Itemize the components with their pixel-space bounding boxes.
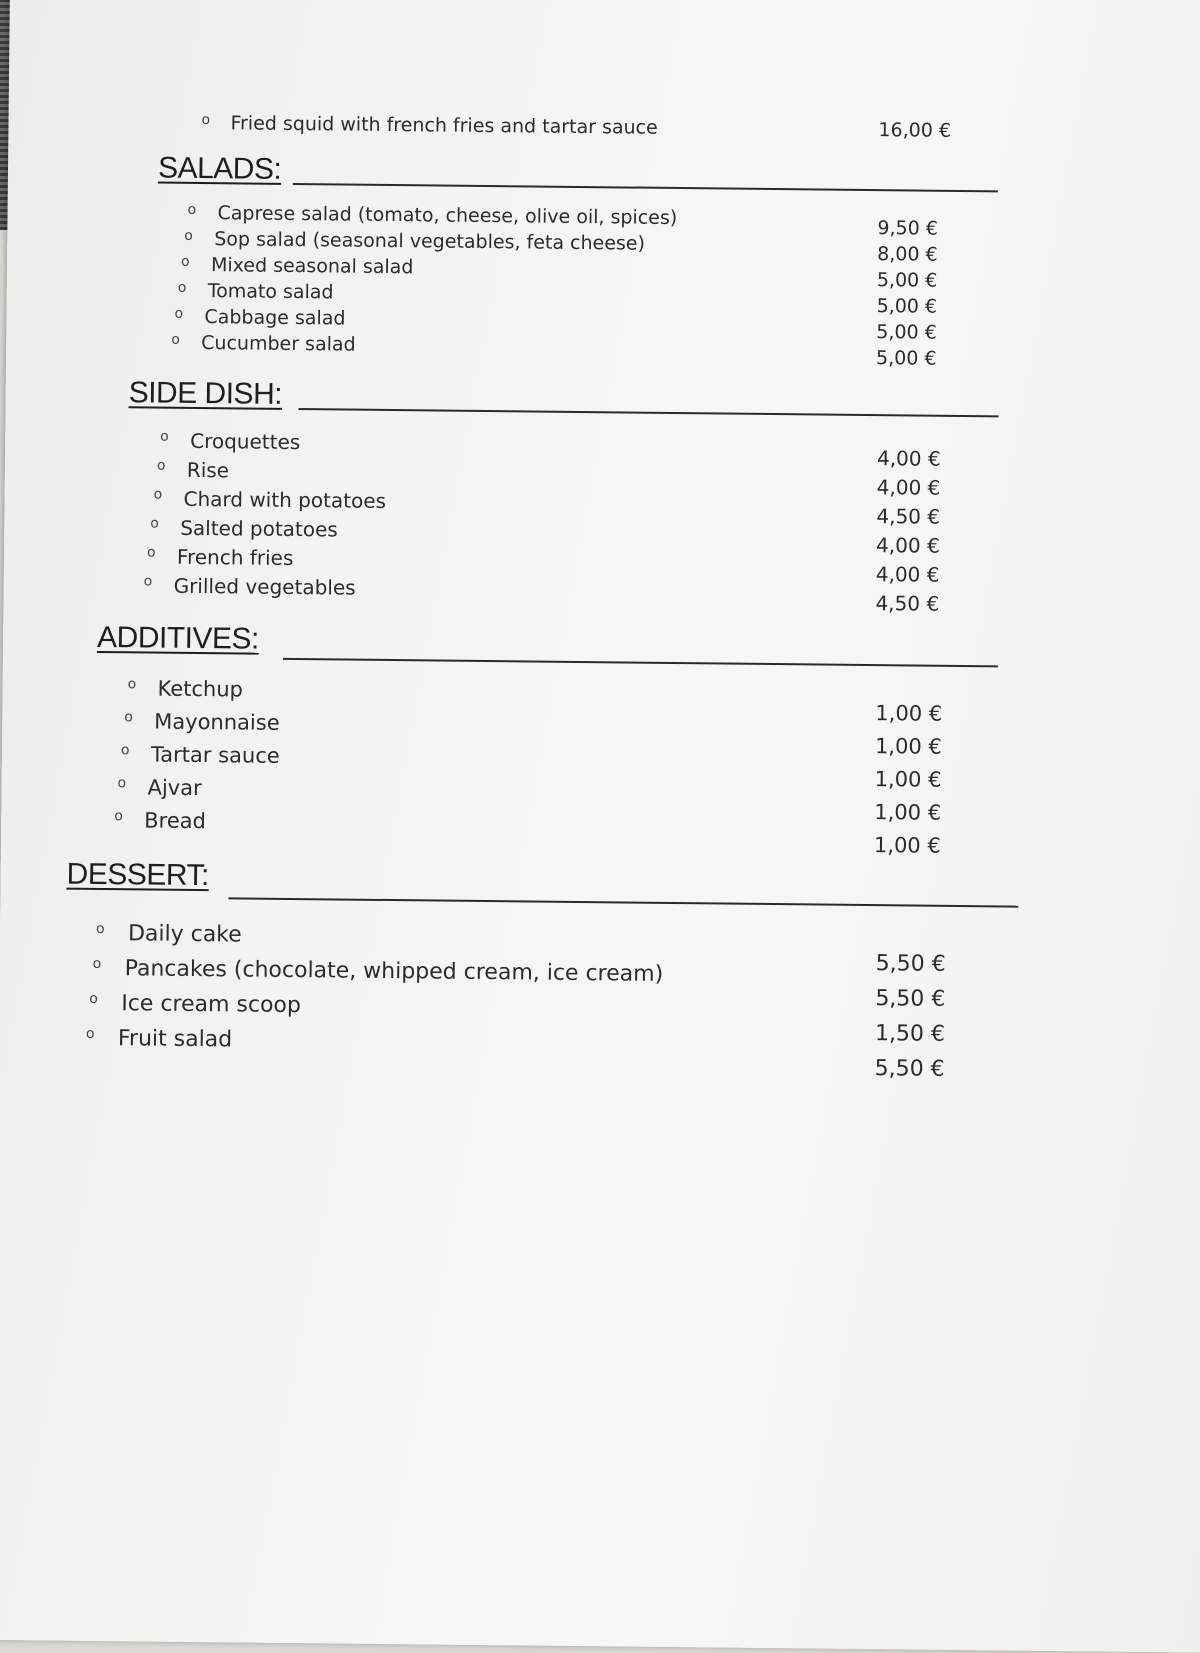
item-price: 5,50 €	[875, 986, 946, 1012]
bullet-icon: o	[89, 990, 98, 1007]
item-name: Croquettes	[190, 428, 301, 455]
item-price: 4,50 €	[875, 591, 940, 616]
item-price: 1,00 €	[875, 701, 943, 726]
item-name: French fries	[176, 544, 294, 570]
section-title-dessert: DESSERT:	[66, 857, 209, 893]
section-title-additives: ADDITIVES:	[96, 620, 259, 656]
item-price: 4,00 €	[875, 562, 940, 587]
bullet-icon: o	[124, 709, 133, 726]
item-price: 5,50 €	[874, 1056, 945, 1082]
item-name: Mixed seasonal salad	[210, 254, 414, 279]
bullet-icon: o	[143, 573, 153, 590]
item-name: Caprese salad (tomato, cheese, olive oil, spices)	[217, 202, 678, 229]
bullet-icon: o	[174, 305, 184, 322]
item-price: 1,00 €	[873, 833, 941, 858]
bullet-icon: o	[85, 1025, 95, 1042]
item-price: 16,00 €	[878, 119, 952, 142]
menu-item	[0, 1025, 1199, 1082]
bullet-icon: o	[127, 676, 137, 693]
bullet-icon: o	[184, 227, 193, 244]
item-name: Bread	[144, 808, 207, 834]
bullet-icon: o	[156, 457, 166, 474]
bullet-icon: o	[177, 279, 187, 296]
item-name: Chard with potatoes	[183, 486, 387, 513]
item-price: 4,00 €	[876, 533, 940, 558]
item-name: Ketchup	[157, 676, 244, 702]
item-name: Sop salad (seasonal vegetables, feta cheese)	[214, 228, 646, 255]
bullet-icon: o	[120, 742, 130, 759]
item-price: 9,50 €	[877, 217, 938, 240]
bullet-icon: o	[160, 428, 169, 445]
item-price: 5,00 €	[876, 295, 938, 318]
bullet-icon: o	[92, 955, 102, 973]
item-name: Ajvar	[147, 775, 202, 801]
item-price: 4,00 €	[876, 446, 941, 471]
section-rule	[283, 658, 998, 667]
item-name: Rise	[186, 457, 230, 483]
bullet-icon: o	[171, 331, 180, 348]
item-name: Daily cake	[127, 921, 242, 948]
bullet-icon: o	[146, 544, 156, 561]
bullet-icon: o	[187, 201, 197, 218]
item-price: 5,00 €	[875, 347, 937, 370]
bullet-icon: o	[117, 775, 127, 792]
item-name: Salted potatoes	[180, 515, 338, 542]
bullet-icon: o	[150, 515, 159, 532]
section-rule	[228, 897, 1018, 907]
item-name: Grilled vegetables	[173, 573, 356, 600]
item-name: Fried squid with french fries and tartar sauce	[230, 112, 658, 139]
bullet-icon: o	[114, 808, 123, 825]
item-price: 5,00 €	[876, 321, 937, 344]
item-price: 4,00 €	[876, 475, 941, 500]
item-name: Cabbage salad	[204, 306, 346, 330]
section-title-salads: SALADS:	[157, 151, 282, 186]
bullet-icon: o	[95, 920, 105, 938]
bullet-icon: o	[153, 486, 163, 503]
item-name: Pancakes (chocolate, whipped cream, ice cream)	[124, 956, 664, 987]
menu-item	[8, 110, 1200, 153]
item-name: Ice cream scoop	[121, 991, 302, 1019]
item-price: 5,00 €	[876, 269, 938, 292]
section-rule	[293, 183, 998, 192]
bullet-icon: o	[180, 253, 190, 270]
item-name: Fruit salad	[117, 1026, 233, 1053]
item-name: Tartar sauce	[150, 742, 280, 768]
item-price: 1,00 €	[874, 734, 942, 759]
item-price: 1,50 €	[874, 1021, 946, 1047]
item-name: Cucumber salad	[201, 332, 356, 356]
bullet-icon: o	[201, 112, 211, 129]
section-title-side-dish: SIDE DISH:	[128, 376, 283, 411]
item-price: 1,00 €	[874, 800, 942, 825]
item-price: 1,00 €	[874, 767, 942, 792]
item-price: 5,50 €	[875, 951, 946, 977]
item-price: 4,50 €	[876, 504, 941, 529]
section-rule	[299, 408, 999, 417]
item-name: Tomato salad	[207, 280, 334, 304]
item-name: Mayonnaise	[154, 709, 280, 735]
item-price: 8,00 €	[877, 243, 938, 266]
